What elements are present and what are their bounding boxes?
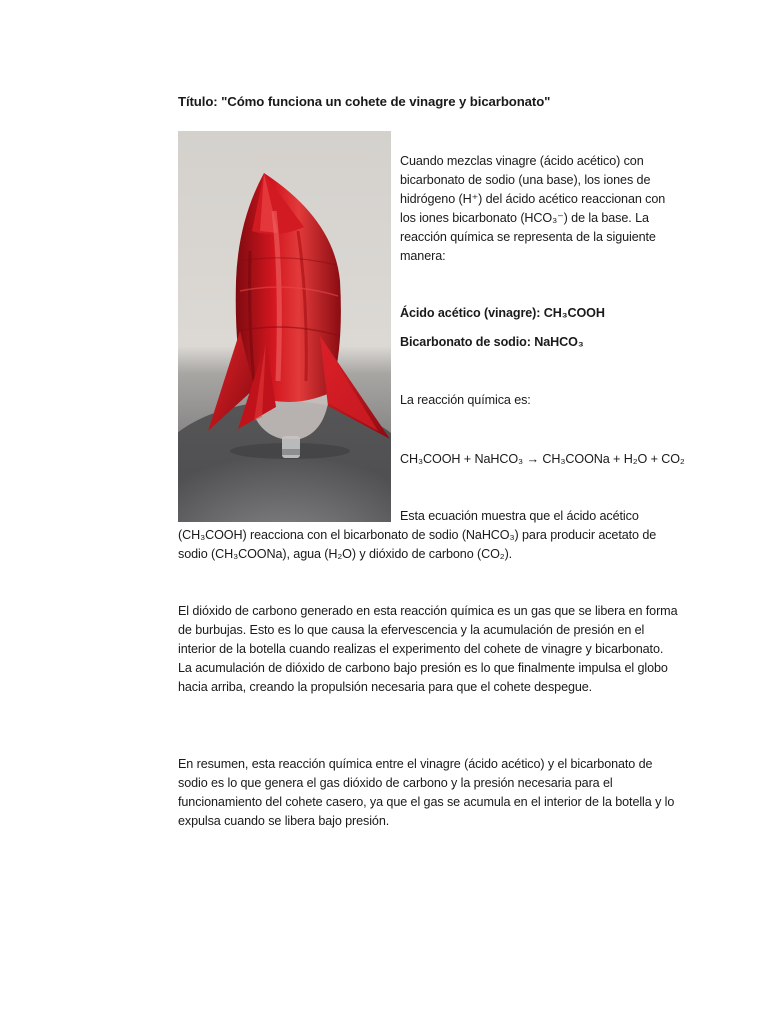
- explanation-first-line: Esta ecuación muestra que el ácido acético: [400, 509, 639, 523]
- rocket-photo: [178, 131, 391, 522]
- sodium-bicarbonate-definition: Bicarbonato de sodio: NaHCO₃: [400, 335, 584, 349]
- explanation-paragraph: (CH₃COOH) reacciona con el bicarbonato de sodio (NaHCO₃) para producir acetato de sodio (CH₃COONa), agua (H₂O) y dióxido de carbono (CO₂).: [178, 528, 657, 561]
- acetic-acid-definition: Ácido acético (vinagre): CH₃COOH: [400, 306, 605, 320]
- reaction-label: La reacción química es:: [400, 393, 531, 407]
- intro-paragraph: Cuando mezclas vinagre (ácido acético) con bicarbonato de sodio (una base), los iones de hidrógeno (H⁺) del ácido acético reaccionan con los iones bicarbonato (HCO₃⁻) de la base. La reacción química se representa de la siguiente manera:: [400, 154, 666, 263]
- summary-paragraph: En resumen, esta reacción química entre el vinagre (ácido acético) y el bicarbonato de sodio es lo que genera el gas dióxido de carbono y la presión necesaria para el funcionamiento del cohete casero, ya que el gas se acumula en el interior de la botella y lo expulsa cuando se libera bajo presión.: [178, 757, 675, 828]
- document-title: Título: "Cómo funciona un cohete de vinagre y bicarbonato": [178, 94, 551, 109]
- chemical-equation: CH₃COOH + NaHCO₃ → CH₃COONa + H₂O + CO₂: [400, 452, 685, 466]
- carbon-dioxide-paragraph: El dióxido de carbono generado en esta reacción química es un gas que se libera en forma de burbujas. Esto es lo que causa la efervescencia y la acumulación de presión en el interior de la botella cuando realizas el experimento del cohete de vinagre y bicarbonato. La acumulación de dióxido de carbono bajo presión es lo que finalmente impulsa el globo hacia arriba, creando la propulsión necesaria para que el cohete despegue.: [178, 604, 678, 694]
